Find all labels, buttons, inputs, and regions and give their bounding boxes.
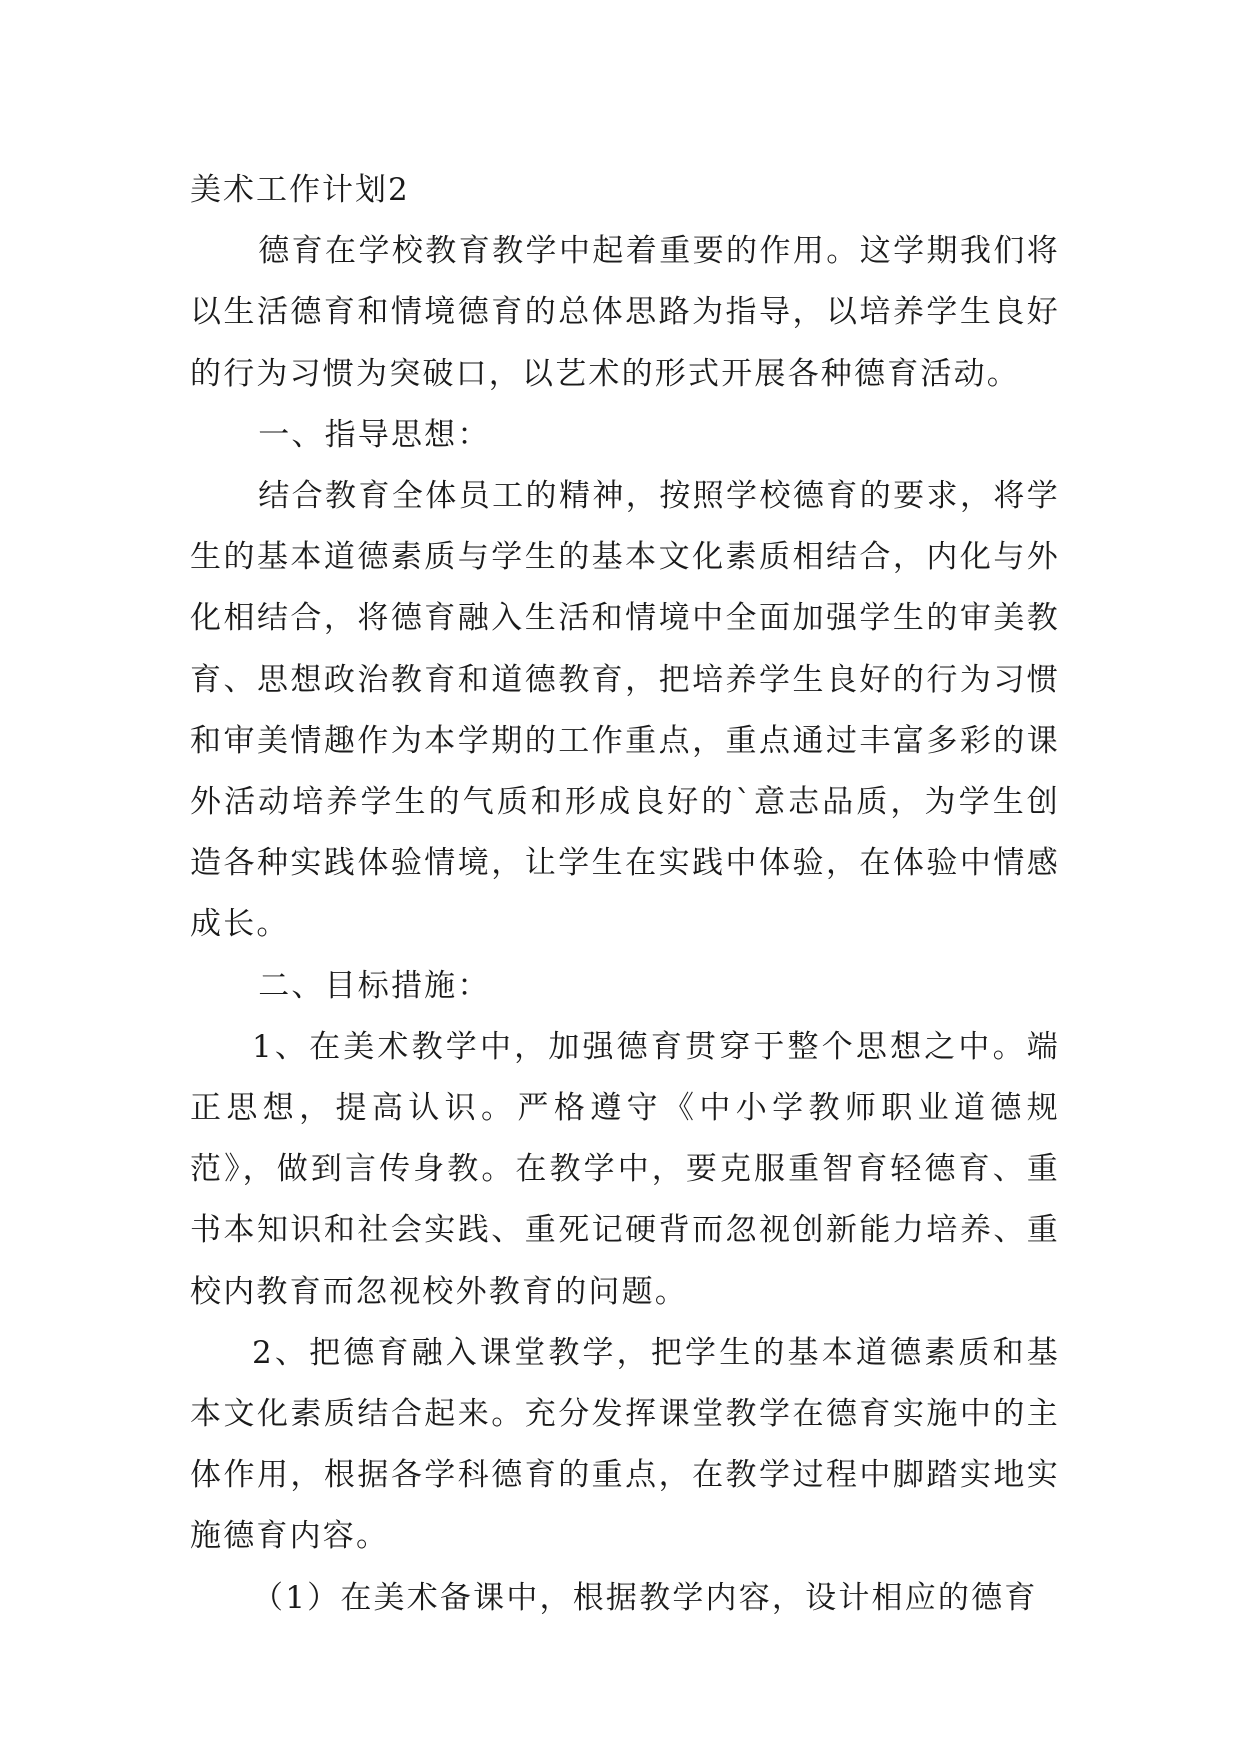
section-heading-goals-measures: 二、目标措施：	[258, 967, 491, 1004]
document-body	[190, 160, 1060, 1629]
section-heading-guiding-thought: 一、指导思想：	[258, 416, 491, 453]
paragraph-measure-1: 1、在美术教学中，加强德育贯穿于整个思想之中。端正思想，提高认识。严格遵守《中小学教师职业道德规范》，做到言传身教。在教学中，要克服重智育轻德育、重书本知识和社会实践、重死记硬背而忽视创新能力培养、重校内教育而忽视校外教育的问题。	[190, 1028, 1060, 1310]
paragraph-guiding-thought: 结合教育全体员工的精神，按照学校德育的要求，将学生的基本道德素质与学生的基本文化素质相结合，内化与外化相结合，将德育融入生活和情境中全面加强学生的审美教育、思想政治教育和道德教育，把培养学生良好的行为习惯和审美情趣作为本学期的工作重点，重点通过丰富多彩的课外活动培养学生的气质和形成良好的`意志品质，为学生创造各种实践体验情境，让学生在实践中体验，在体验中情感成长。	[190, 478, 1060, 943]
paragraph-measure-2: 2、把德育融入课堂教学，把学生的基本道德素质和基本文化素质结合起来。充分发挥课堂教学在德育实施中的主体作用，根据各学科德育的重点，在教学过程中脚踏实地实施德育内容。	[190, 1334, 1060, 1555]
document-title: 美术工作计划2	[190, 172, 410, 208]
paragraph-measure-2-sub-1: （1）在美术备课中，根据教学内容，设计相应的德育	[252, 1579, 1038, 1616]
paragraph-intro: 德育在学校教育教学中起着重要的作用。这学期我们将以生活德育和情境德育的总体思路为指导，以培养学生良好的行为习惯为突破口，以艺术的形式开展各种德育活动。	[190, 233, 1060, 392]
